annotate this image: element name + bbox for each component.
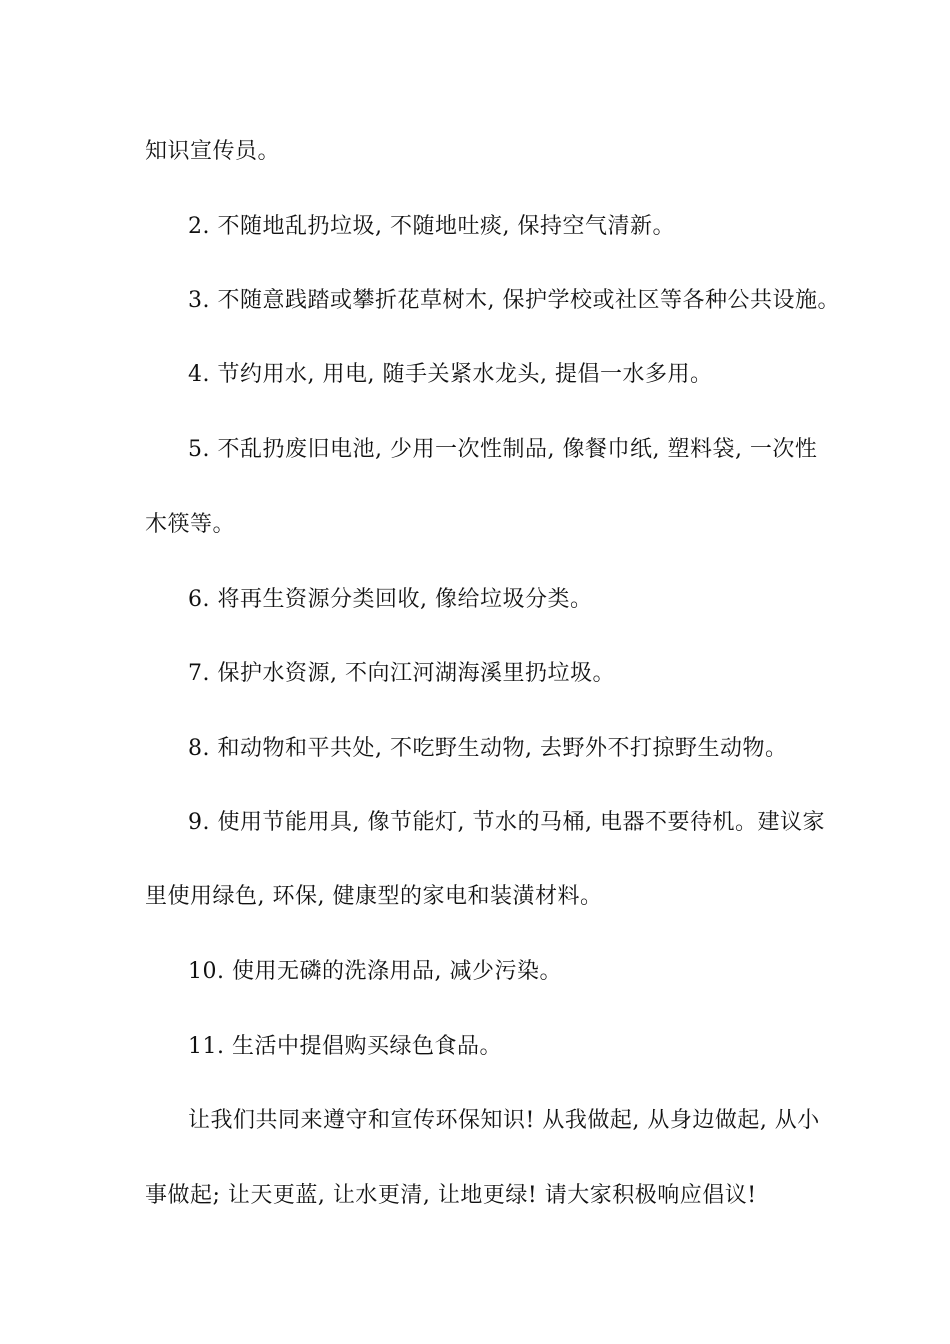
- list-item-5-continued: 木筷等。: [145, 512, 236, 537]
- list-item-6: 6. 将再生资源分类回收, 像给垃圾分类。: [188, 587, 593, 612]
- list-item-5: 5. 不乱扔废旧电池, 少用一次性制品, 像餐巾纸, 塑料袋, 一次性: [188, 437, 818, 462]
- list-item-11: 11. 生活中提倡购买绿色食品。: [188, 1034, 502, 1059]
- paragraph-line: 知识宣传员。: [145, 139, 281, 164]
- list-item-9-continued: 里使用绿色, 环保, 健康型的家电和装潢材料。: [145, 884, 603, 909]
- closing-paragraph: 让我们共同来遵守和宣传环保知识! 从我做起, 从身边做起, 从小: [188, 1108, 820, 1133]
- list-item-8: 8. 和动物和平共处, 不吃野生动物, 去野外不打掠野生动物。: [188, 736, 788, 761]
- list-item-3: 3. 不随意践踏或攀折花草树木, 保护学校或社区等各种公共设施。: [188, 288, 840, 313]
- list-item-2: 2. 不随地乱扔垃圾, 不随地吐痰, 保持空气清新。: [188, 214, 675, 239]
- closing-paragraph-continued: 事做起; 让天更蓝, 让水更清, 让地更绿! 请大家积极响应倡议!: [145, 1183, 757, 1208]
- list-item-9: 9. 使用节能用具, 像节能灯, 节水的马桶, 电器不要待机。建议家: [188, 810, 825, 835]
- list-item-10: 10. 使用无磷的洗涤用品, 减少污染。: [188, 959, 562, 984]
- list-item-4: 4. 节约用水, 用电, 随手关紧水龙头, 提倡一水多用。: [188, 362, 713, 387]
- list-item-7: 7. 保护水资源, 不向江河湖海溪里扔垃圾。: [188, 661, 615, 686]
